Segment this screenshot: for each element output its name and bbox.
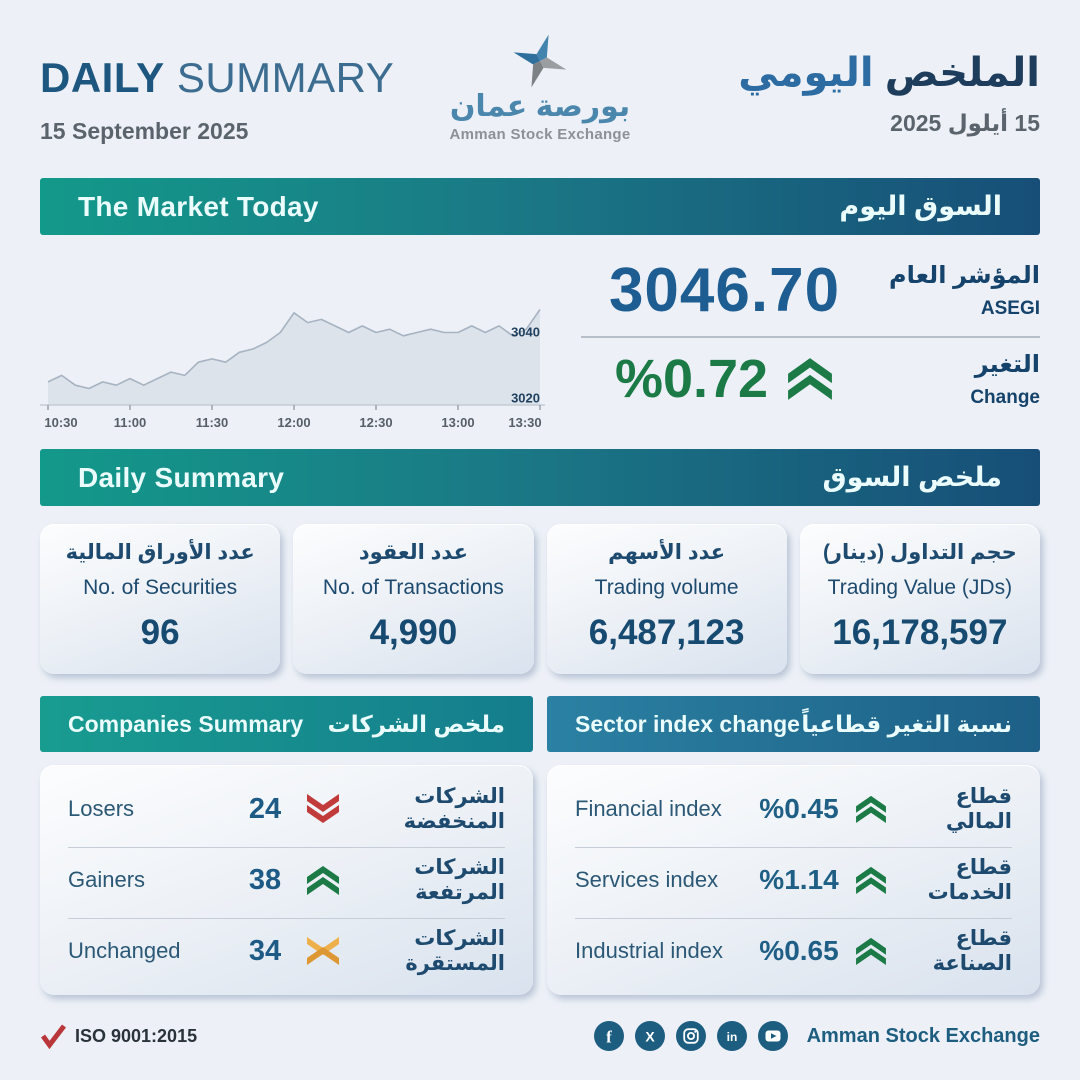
svg-text:f: f [605,1027,612,1047]
row-value: %0.65 [759,935,839,966]
change-value: %0.72 [614,349,769,409]
companies-header-ar: ملخص الشركات [327,710,505,737]
sector-header-en: Sector index change [575,710,800,737]
footer-brand: Amman Stock Exchange [806,1024,1040,1047]
divider [581,336,1040,338]
sector-index-card [547,765,1040,995]
table-row-unchanged [68,918,505,983]
row-value: 34 [248,934,282,967]
header-right [738,50,1040,137]
companies-summary-panel [40,696,533,995]
table-row-services [575,847,1012,912]
change-label-en: Change [970,386,1040,408]
index-row [581,255,1040,326]
stat-cards [40,524,1040,674]
companies-summary-header [40,696,533,752]
market-today-title-en: The Market Today [78,190,319,222]
stat-value: 6,487,123 [588,613,745,652]
red-checkmark-icon [40,1024,67,1049]
header [40,40,1040,178]
daily-summary-banner [40,449,1040,506]
index-chart [40,239,555,449]
svg-text:10:30: 10:30 [44,415,78,430]
svg-text:X: X [644,1028,655,1045]
svg-text:in: in [726,1030,737,1044]
footer-right [594,1021,1040,1051]
youtube-icon[interactable] [758,1021,788,1051]
row-label-en: Losers [68,796,135,821]
iso-label: ISO 9001:2015 [75,1025,198,1046]
daily-summary-title-en: Daily Summary [78,461,285,493]
stat-label-en: Trading volume [594,576,739,599]
logo-name-arabic: بورصة عمان [449,90,631,123]
double-chevron-down-icon [297,794,349,824]
stat-card-trading-volume [547,524,787,674]
instagram-icon[interactable] [676,1021,706,1051]
double-chevron-up-icon [786,357,834,401]
row-label-ar: الشركات المرتفعة [414,856,505,904]
double-chevron-up-icon [845,795,897,823]
stat-label-ar: عدد العقود [358,541,468,564]
table-row-financial [575,777,1012,841]
row-label-ar: قطاع الصناعة [932,927,1012,975]
index-value: 3046.70 [608,256,841,325]
svg-text:11:00: 11:00 [113,415,147,430]
row-label-en: Gainers [68,867,146,892]
sector-index-panel [547,696,1040,995]
date-en: 15 September 2025 [40,118,249,144]
page-title-ar [738,50,1040,96]
daily-summary-title-ar: ملخص السوق [822,462,1002,492]
ase-logo [420,32,660,143]
table-row-industrial [575,918,1012,983]
row-label-ar: الشركات المنخفضة [403,785,505,833]
row-label-ar: قطاع الخدمات [927,856,1012,904]
footer [40,1021,1040,1051]
stat-label-en: No. of Securities [83,576,238,599]
stat-card-transactions [293,524,533,674]
market-today-banner [40,178,1040,235]
logo-name-english: Amman Stock Exchange [449,126,631,143]
row-value: %0.45 [759,793,839,824]
svg-text:12:30: 12:30 [359,415,393,430]
ase-star-icon [511,32,569,90]
market-today-title-ar: السوق اليوم [839,191,1002,221]
stat-card-trading-value [800,524,1040,674]
row-label-en: Unchanged [68,938,181,963]
index-code: ASEGI [980,298,1040,319]
page-title-en-bold: DAILY [40,54,165,101]
stat-label-ar: عدد الأوراق المالية [65,541,255,564]
converging-chevrons-icon [297,936,349,966]
svg-text:3040: 3040 [511,324,540,340]
svg-text:13:30: 13:30 [508,415,542,430]
sector-header-ar: نسبة التغير قطاعياً [801,710,1012,737]
companies-header-en: Companies Summary [68,710,304,737]
sector-index-header [547,696,1040,752]
x-twitter-icon[interactable] [635,1021,665,1051]
svg-text:13:00: 13:00 [441,415,475,430]
row-value: %1.14 [759,864,839,895]
page-title-en-light: SUMMARY [176,54,395,101]
svg-text:12:00: 12:00 [277,415,311,430]
double-chevron-up-icon [845,937,897,965]
table-row-gainers [68,847,505,912]
stat-value: 96 [140,613,180,652]
date-ar: 15 أيلول 2025 [890,110,1040,136]
stat-label-ar: عدد الأسهم [608,541,726,564]
page-title-ar-blue: اليومي [738,51,874,95]
svg-text:11:30: 11:30 [195,415,229,430]
stat-value: 16,178,597 [832,613,1008,652]
facebook-icon[interactable] [594,1021,624,1051]
row-label-en: Industrial index [575,938,723,963]
double-chevron-up-icon [297,865,349,895]
page-title-en [40,54,394,102]
stat-label-en: No. of Transactions [322,576,504,599]
bottom-panels [40,696,1040,995]
double-chevron-up-icon [845,866,897,894]
index-label-ar: المؤشر العام [889,262,1040,289]
linkedin-icon[interactable] [717,1021,747,1051]
iso-certification [40,1024,197,1049]
index-summary [555,239,1040,449]
market-section [40,239,1040,449]
stat-label-ar: حجم التداول (دينار) [822,541,1017,564]
row-label-ar: الشركات المستقرة [405,927,505,975]
stat-card-securities [40,524,280,674]
row-label-en: Financial index [575,796,722,821]
stat-label-en: Trading Value (JDs) [827,576,1013,599]
row-value: 38 [248,863,282,896]
stat-value: 4,990 [369,613,458,652]
page-title-ar-dark: الملخص [884,51,1040,95]
header-left [40,54,394,145]
intraday-area-chart [40,287,545,435]
row-label-en: Services index [575,867,719,892]
svg-text:3020: 3020 [511,390,540,406]
row-value: 24 [248,792,282,825]
row-label-ar: قطاع المالي [945,785,1012,833]
change-row [581,348,1040,410]
companies-summary-card [40,765,533,995]
table-row-losers [68,777,505,841]
change-label-ar: التغير [974,350,1040,378]
social-icons [594,1021,788,1051]
